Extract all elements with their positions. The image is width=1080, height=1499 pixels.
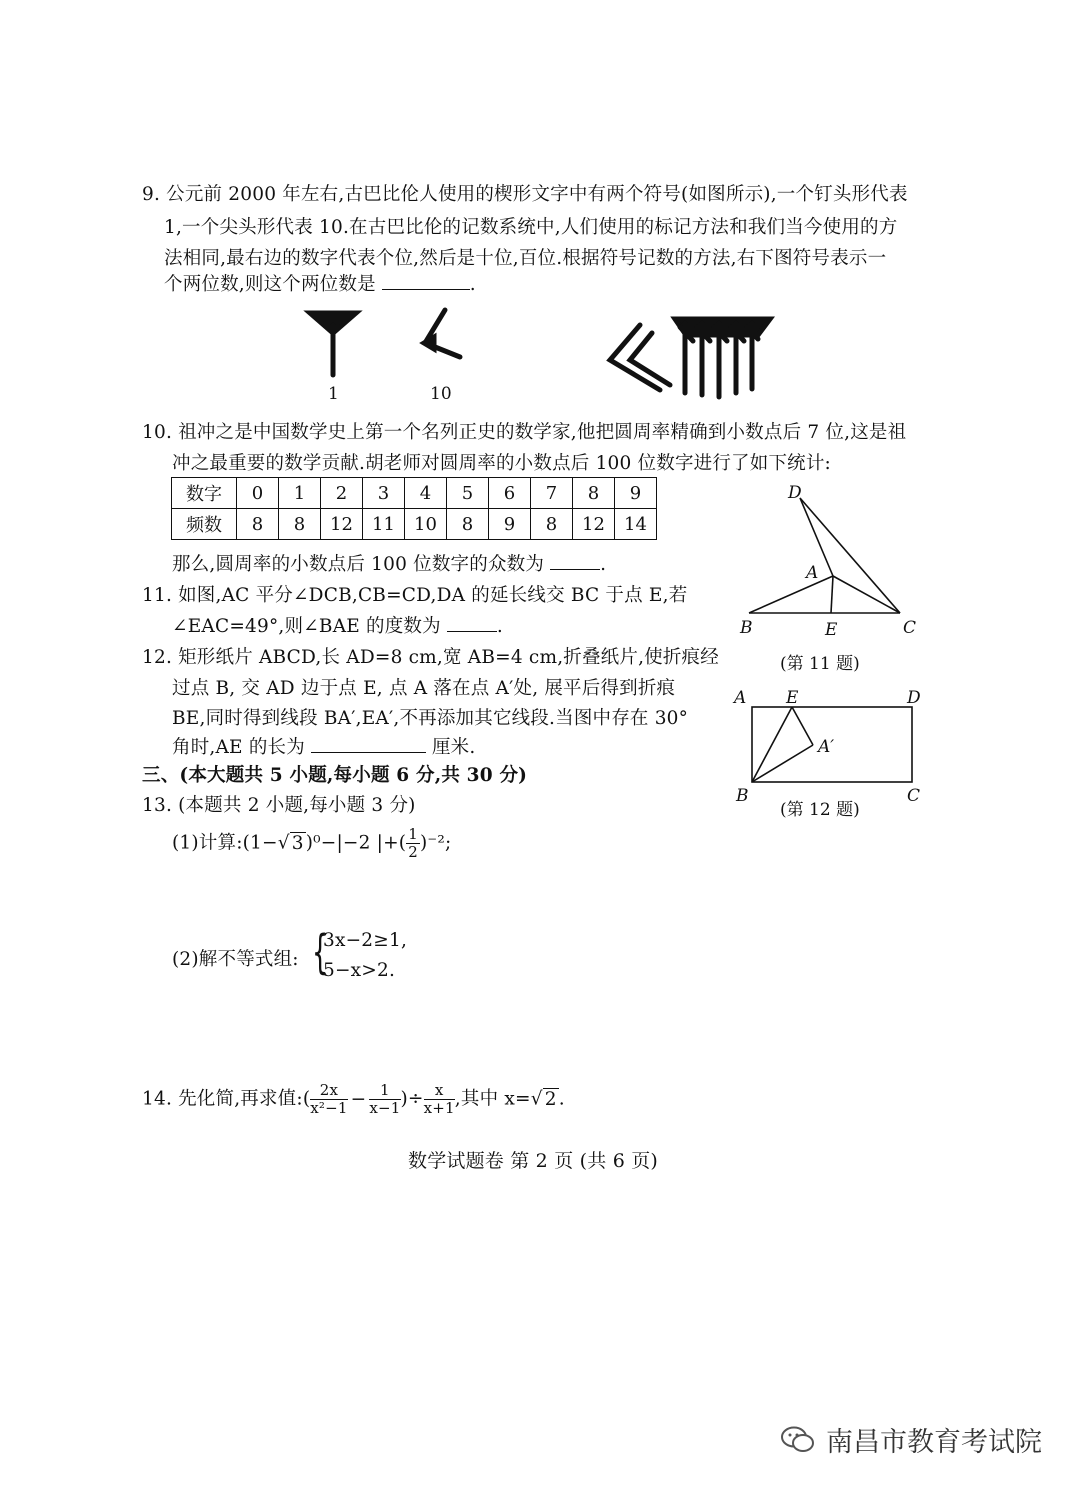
- table-cell: 8: [279, 509, 321, 540]
- table-cell: 8: [531, 509, 573, 540]
- fraction-1: $\frac{2x}{\text{x²−1}}$: [310, 1081, 348, 1117]
- symbol-label-ten: 10: [430, 384, 452, 404]
- cuneiform-one-icon: [310, 313, 356, 375]
- q13-inequality-2: 5−x>2.: [323, 960, 396, 981]
- fraction-half: $\frac{1}{2}$: [408, 825, 418, 861]
- q11-line-2: ∠EAC=49°,则∠BAE 的度数为 .: [172, 616, 503, 637]
- frequency-table: [171, 477, 657, 540]
- table-cell: 8: [237, 509, 279, 540]
- q10-after: 那么,圆周率的小数点后 100 位数字的众数为 .: [172, 554, 607, 575]
- table-cell: 7: [531, 478, 573, 509]
- fraction-2: $\frac{1}{x-1}$: [369, 1081, 401, 1117]
- q10-line-2: 冲之最重要的数学贡献.胡老师对圆周率的小数点后 100 位数字进行了如下统计:: [172, 453, 831, 474]
- fig11-point-b: B: [740, 618, 753, 638]
- watermark-text: 南昌市教育考试院: [826, 1427, 1042, 1458]
- fraction-3: $\frac{x}{x+1}$: [423, 1081, 455, 1117]
- q9-line-4: 个两位数,则这个两位数是 .: [164, 274, 476, 295]
- fig12-point-e: E: [786, 688, 799, 708]
- table-row: [172, 509, 657, 540]
- fig12-caption: (第 12 题): [780, 800, 860, 820]
- figure-12-diagram: [735, 690, 935, 800]
- q9-line-3: 法相同,最右边的数字代表个位,然后是十位,百位.根据符号记数的方法,右下图符号表示一: [164, 248, 887, 269]
- section-3-heading: 三、(本大题共 5 小题,每小题 6 分,共 30 分): [142, 765, 528, 786]
- symbol-label-one: 1: [328, 384, 339, 404]
- table-cell: 3: [363, 478, 405, 509]
- table-cell: 11: [363, 509, 405, 540]
- cuneiform-ten-icon: [424, 310, 460, 357]
- cuneiform-figure: [300, 305, 800, 415]
- figure-11-diagram: [735, 480, 935, 640]
- table-cell: 0: [237, 478, 279, 509]
- table-cell: 1: [279, 478, 321, 509]
- wechat-icon: [780, 1425, 816, 1455]
- page-footer: 数学试题卷 第 2 页 (共 6 页): [408, 1150, 659, 1172]
- table-cell: 4: [405, 478, 447, 509]
- table-cell: 12: [573, 509, 615, 540]
- q9-line-1: 9. 公元前 2000 年左右,古巴比伦人使用的楔形文字中有两个符号(如图所示),一个钉头形代表: [142, 184, 908, 205]
- table-cell: 9: [615, 478, 657, 509]
- q9-line-2: 1,一个尖头形代表 10.在古巴比伦的记数系统中,人们使用的标记方法和我们当今使用的方: [164, 217, 898, 238]
- q12-line-4: 角时,AE 的长为 厘米.: [172, 737, 476, 758]
- fig11-point-d: D: [788, 483, 802, 503]
- q12-line-2: 过点 B, 交 AD 边于点 E, 点 A 落在点 A′处, 展平后得到折痕: [172, 678, 676, 699]
- q13-part2: (2)解不等式组:: [172, 949, 299, 970]
- q12-line-3: BE,同时得到线段 BA′,EA′,不再添加其它线段.当图中存在 30°: [172, 708, 689, 729]
- q10-line-1: 10. 祖冲之是中国数学史上第一个名列正史的数学家,他把圆周率精确到小数点后 7 位,这是祖: [142, 422, 907, 443]
- q13-part1: (1)计算:(1−√ 3 )⁰−|−2 |+( $\frac{1}{2}$ )⁻²;: [172, 825, 452, 861]
- q12-line-1: 12. 矩形纸片 ABCD,长 AD=8 cm,宽 AB=4 cm,折叠纸片,使折痕经: [142, 647, 719, 668]
- q13-title: 13. (本题共 2 小题,每小题 3 分): [142, 795, 416, 816]
- fig12-point-a-prime: A′: [818, 737, 835, 757]
- brace-icon: {: [312, 925, 329, 979]
- table-cell: 14: [615, 509, 657, 540]
- table-cell: 5: [447, 478, 489, 509]
- table-cell: 9: [489, 509, 531, 540]
- q14-line: 14. 先化简,再求值:( $\frac{2x}{\text{x²−1}}$ − $\frac{1}{x-1}$ )÷ $\frac{x}{x+1}$ ,其中 x=√ 2 .: [142, 1081, 565, 1117]
- table-cell: 8: [447, 509, 489, 540]
- fig11-point-a: A: [806, 563, 819, 583]
- cuneiform-number-icon: [610, 319, 770, 397]
- table-cell: 8: [573, 478, 615, 509]
- table-cell: 12: [321, 509, 363, 540]
- fig12-point-a: A: [734, 688, 747, 708]
- fig12-point-c: C: [907, 786, 921, 806]
- fig11-point-c: C: [903, 618, 917, 638]
- table-cell: 2: [321, 478, 363, 509]
- table-header-digit: 数字: [172, 478, 237, 509]
- table-cell: 6: [489, 478, 531, 509]
- fig12-point-b: B: [736, 786, 749, 806]
- table-header-frequency: 频数: [172, 509, 237, 540]
- fig11-caption: (第 11 题): [780, 654, 860, 674]
- table-cell: 10: [405, 509, 447, 540]
- fig12-point-d: D: [907, 688, 921, 708]
- q11-line-1: 11. 如图,AC 平分∠DCB,CB=CD,DA 的延长线交 BC 于点 E,若: [142, 585, 688, 606]
- q13-inequality-1: 3x−2≥1,: [323, 930, 408, 951]
- fig11-point-e: E: [825, 620, 838, 640]
- table-row: [172, 478, 657, 509]
